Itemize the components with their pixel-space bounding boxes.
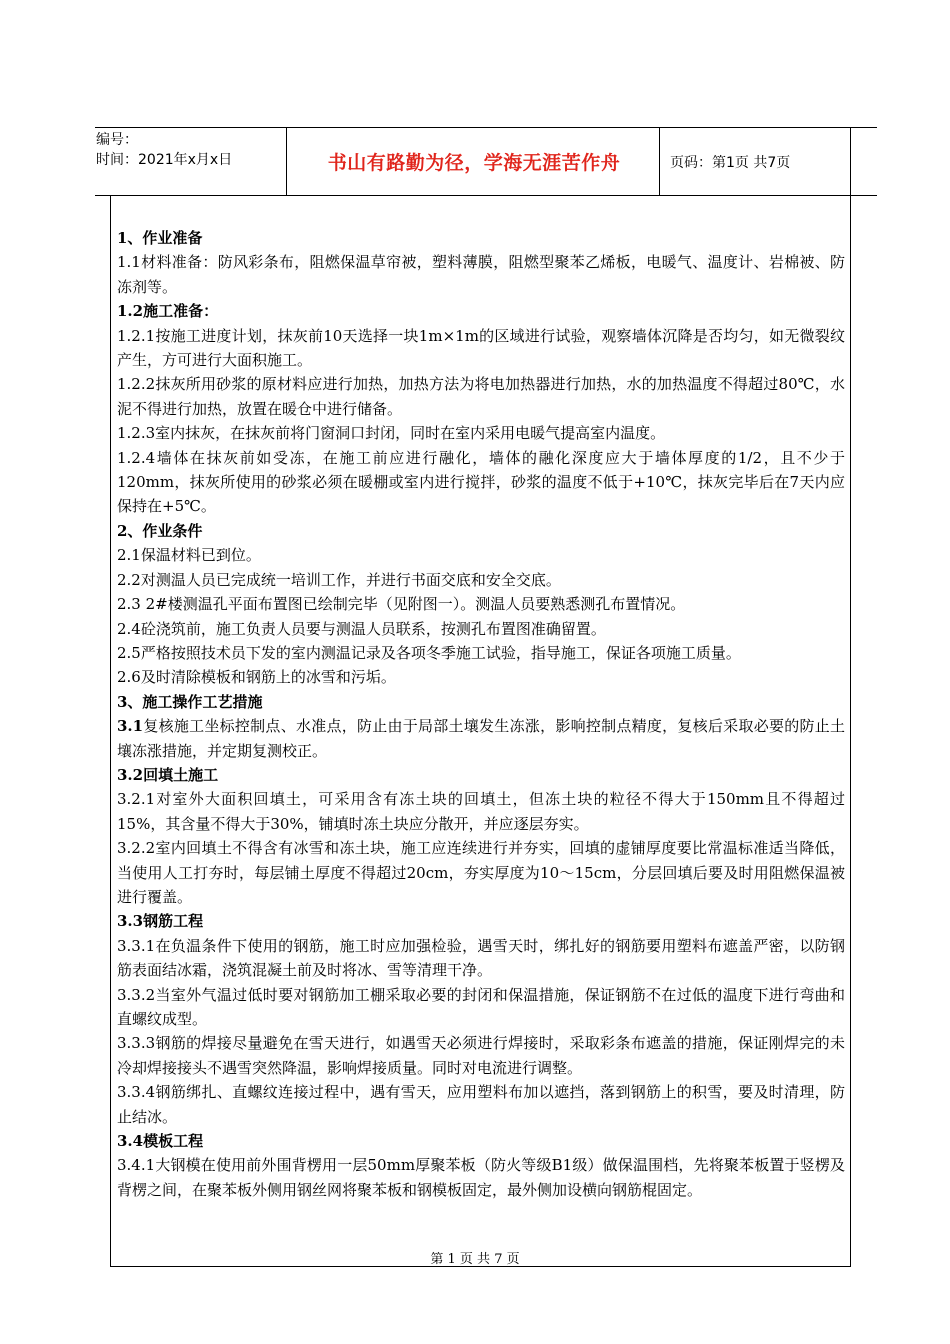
- paragraph: 3.2.1对室外大面积回填土，可采用含有冻土块的回填土，但冻土块的粒径不得大于150mm且不得超过15%，其含量不得大于30%，铺填时冻土块应分散开，并应逐层夯实。: [117, 790, 845, 833]
- paragraph: 3.2.2室内回填土不得含有冰雪和冻土块，施工应连续进行并夯实，回填的虚铺厚度要比常温标准适当降低，当使用人工打夯时，每层铺土厚度不得超过20cm，夯实厚度为10～15cm，分层回填后要及时用阻燃保温被进行覆盖。: [117, 839, 845, 906]
- section-heading: 3、施工操作工艺措施: [117, 692, 263, 711]
- paragraph: 3.4.1大钢模在使用前外围背楞用一层50mm厚聚苯板（防火等级B1级）做保温围档，先将聚苯板置于竖楞及背楞之间，在聚苯板外侧用钢丝网将聚苯板和钢模板固定，最外侧加设横向钢筋棍固定。: [117, 1156, 845, 1199]
- header-motto: 书山有路勤为径，学海无涯苦作舟: [327, 152, 621, 174]
- paragraph: 1.2.4墙体在抹灰前如受冻，在施工前应进行融化，墙体的融化深度应大于墙体厚度的1/2，且不少于120mm，抹灰所使用的砂浆必须在暖棚或室内进行搅拌，砂浆的温度不低于+10℃，抹灰完毕后在7天内应保持在+5℃。: [117, 448, 845, 516]
- paragraph: 2.2对测温人员已完成统一培训工作，并进行书面交底和安全交底。: [117, 570, 561, 589]
- document-body: [117, 226, 845, 1202]
- document-date-label: 时间：2021年x月x日: [96, 152, 233, 168]
- subsection-heading: 3.2回填土施工: [117, 765, 219, 784]
- paragraph: 3.3.1在负温条件下使用的钢筋，施工时应加强检验，遇雪天时，绑扎好的钢筋要用塑料布遮盖严密，以防钢筋表面结冰霜，浇筑混凝土前及时将冰、雪等清理干净。: [117, 936, 845, 980]
- paragraph: 3.3.4钢筋绑扎、直螺纹连接过程中，遇有雪天，应用塑料布加以遮挡，落到钢筋上的积雪，要及时清理，防止结冰。: [117, 1083, 845, 1126]
- subsection-heading: 1.2施工准备：: [117, 302, 219, 321]
- header-meta: [96, 130, 232, 170]
- section-heading: 2、作业条件: [117, 521, 203, 540]
- paragraph: 1.2.1按施工进度计划，抹灰前10天选择一块1m×1m的区域进行试验，观察墙体沉降是否均匀，如无微裂纹产生，方可进行大面积施工。: [117, 326, 845, 370]
- header-bottom-border: [95, 195, 877, 196]
- table-top-border: [95, 127, 877, 128]
- document-number-label: 编号：: [96, 132, 138, 148]
- page-footer: 第 1 页 共 7 页: [430, 1252, 520, 1267]
- paragraph: 3.1复核施工坐标控制点、水准点，防止由于局部土壤发生冻涨，影响控制点精度，复核后采取必要的防止土壤冻涨措施，并定期复测校正。: [117, 717, 845, 760]
- subsection-heading: 3.3钢筋工程: [117, 912, 204, 931]
- paragraph: 2.5严格按照技术员下发的室内测温记录及各项冬季施工试验，指导施工，保证各项施工质量。: [117, 643, 741, 662]
- header-page-indicator: 页码：第1页 共7页: [670, 155, 791, 171]
- table-right-border: [850, 127, 851, 1267]
- paragraph: 2.3 2#楼测温孔平面布置图已绘制完毕（见附图一）。测温人员要熟悉测孔布置情况。: [117, 595, 686, 614]
- paragraph: 2.4砼浇筑前，施工负责人员要与测温人员联系，按测孔布置图准确留置。: [117, 619, 606, 638]
- paragraph: 1.2.3室内抹灰，在抹灰前将门窗洞口封闭，同时在室内采用电暖气提高室内温度。: [117, 424, 666, 443]
- header-divider-2: [659, 127, 660, 196]
- section-heading: 1、作业准备: [117, 229, 203, 247]
- header-divider-1: [286, 127, 287, 196]
- paragraph: 1.2.2抹灰所用砂浆的原材料应进行加热，加热方法为将电加热器进行加热，水的加热温度不得超过80℃，水泥不得进行加热，放置在暖仓中进行储备。: [117, 375, 845, 418]
- table-left-border: [110, 195, 111, 1267]
- paragraph: 2.6及时清除模板和钢筋上的冰雪和污垢。: [117, 668, 396, 687]
- paragraph: 3.3.2当室外气温过低时要对钢筋加工棚采取必要的封闭和保温措施，保证钢筋不在过低的温度下进行弯曲和直螺纹成型。: [117, 985, 845, 1028]
- subsection-heading: 3.4模板工程: [117, 1132, 204, 1151]
- paragraph: 1.1材料准备：防风彩条布，阻燃保温草帘被，塑料薄膜，阻燃型聚苯乙烯板，电暖气、温度计、岩棉被、防冻剂等。: [117, 253, 845, 296]
- paragraph: 3.3.3钢筋的焊接尽量避免在雪天进行，如遇雪天必须进行焊接时，采取彩条布遮盖的措施，保证刚焊完的未冷却焊接接头不遇雪突然降温，影响焊接质量。同时对电流进行调整。: [117, 1034, 845, 1077]
- paragraph: 2.1保温材料已到位。: [117, 546, 261, 565]
